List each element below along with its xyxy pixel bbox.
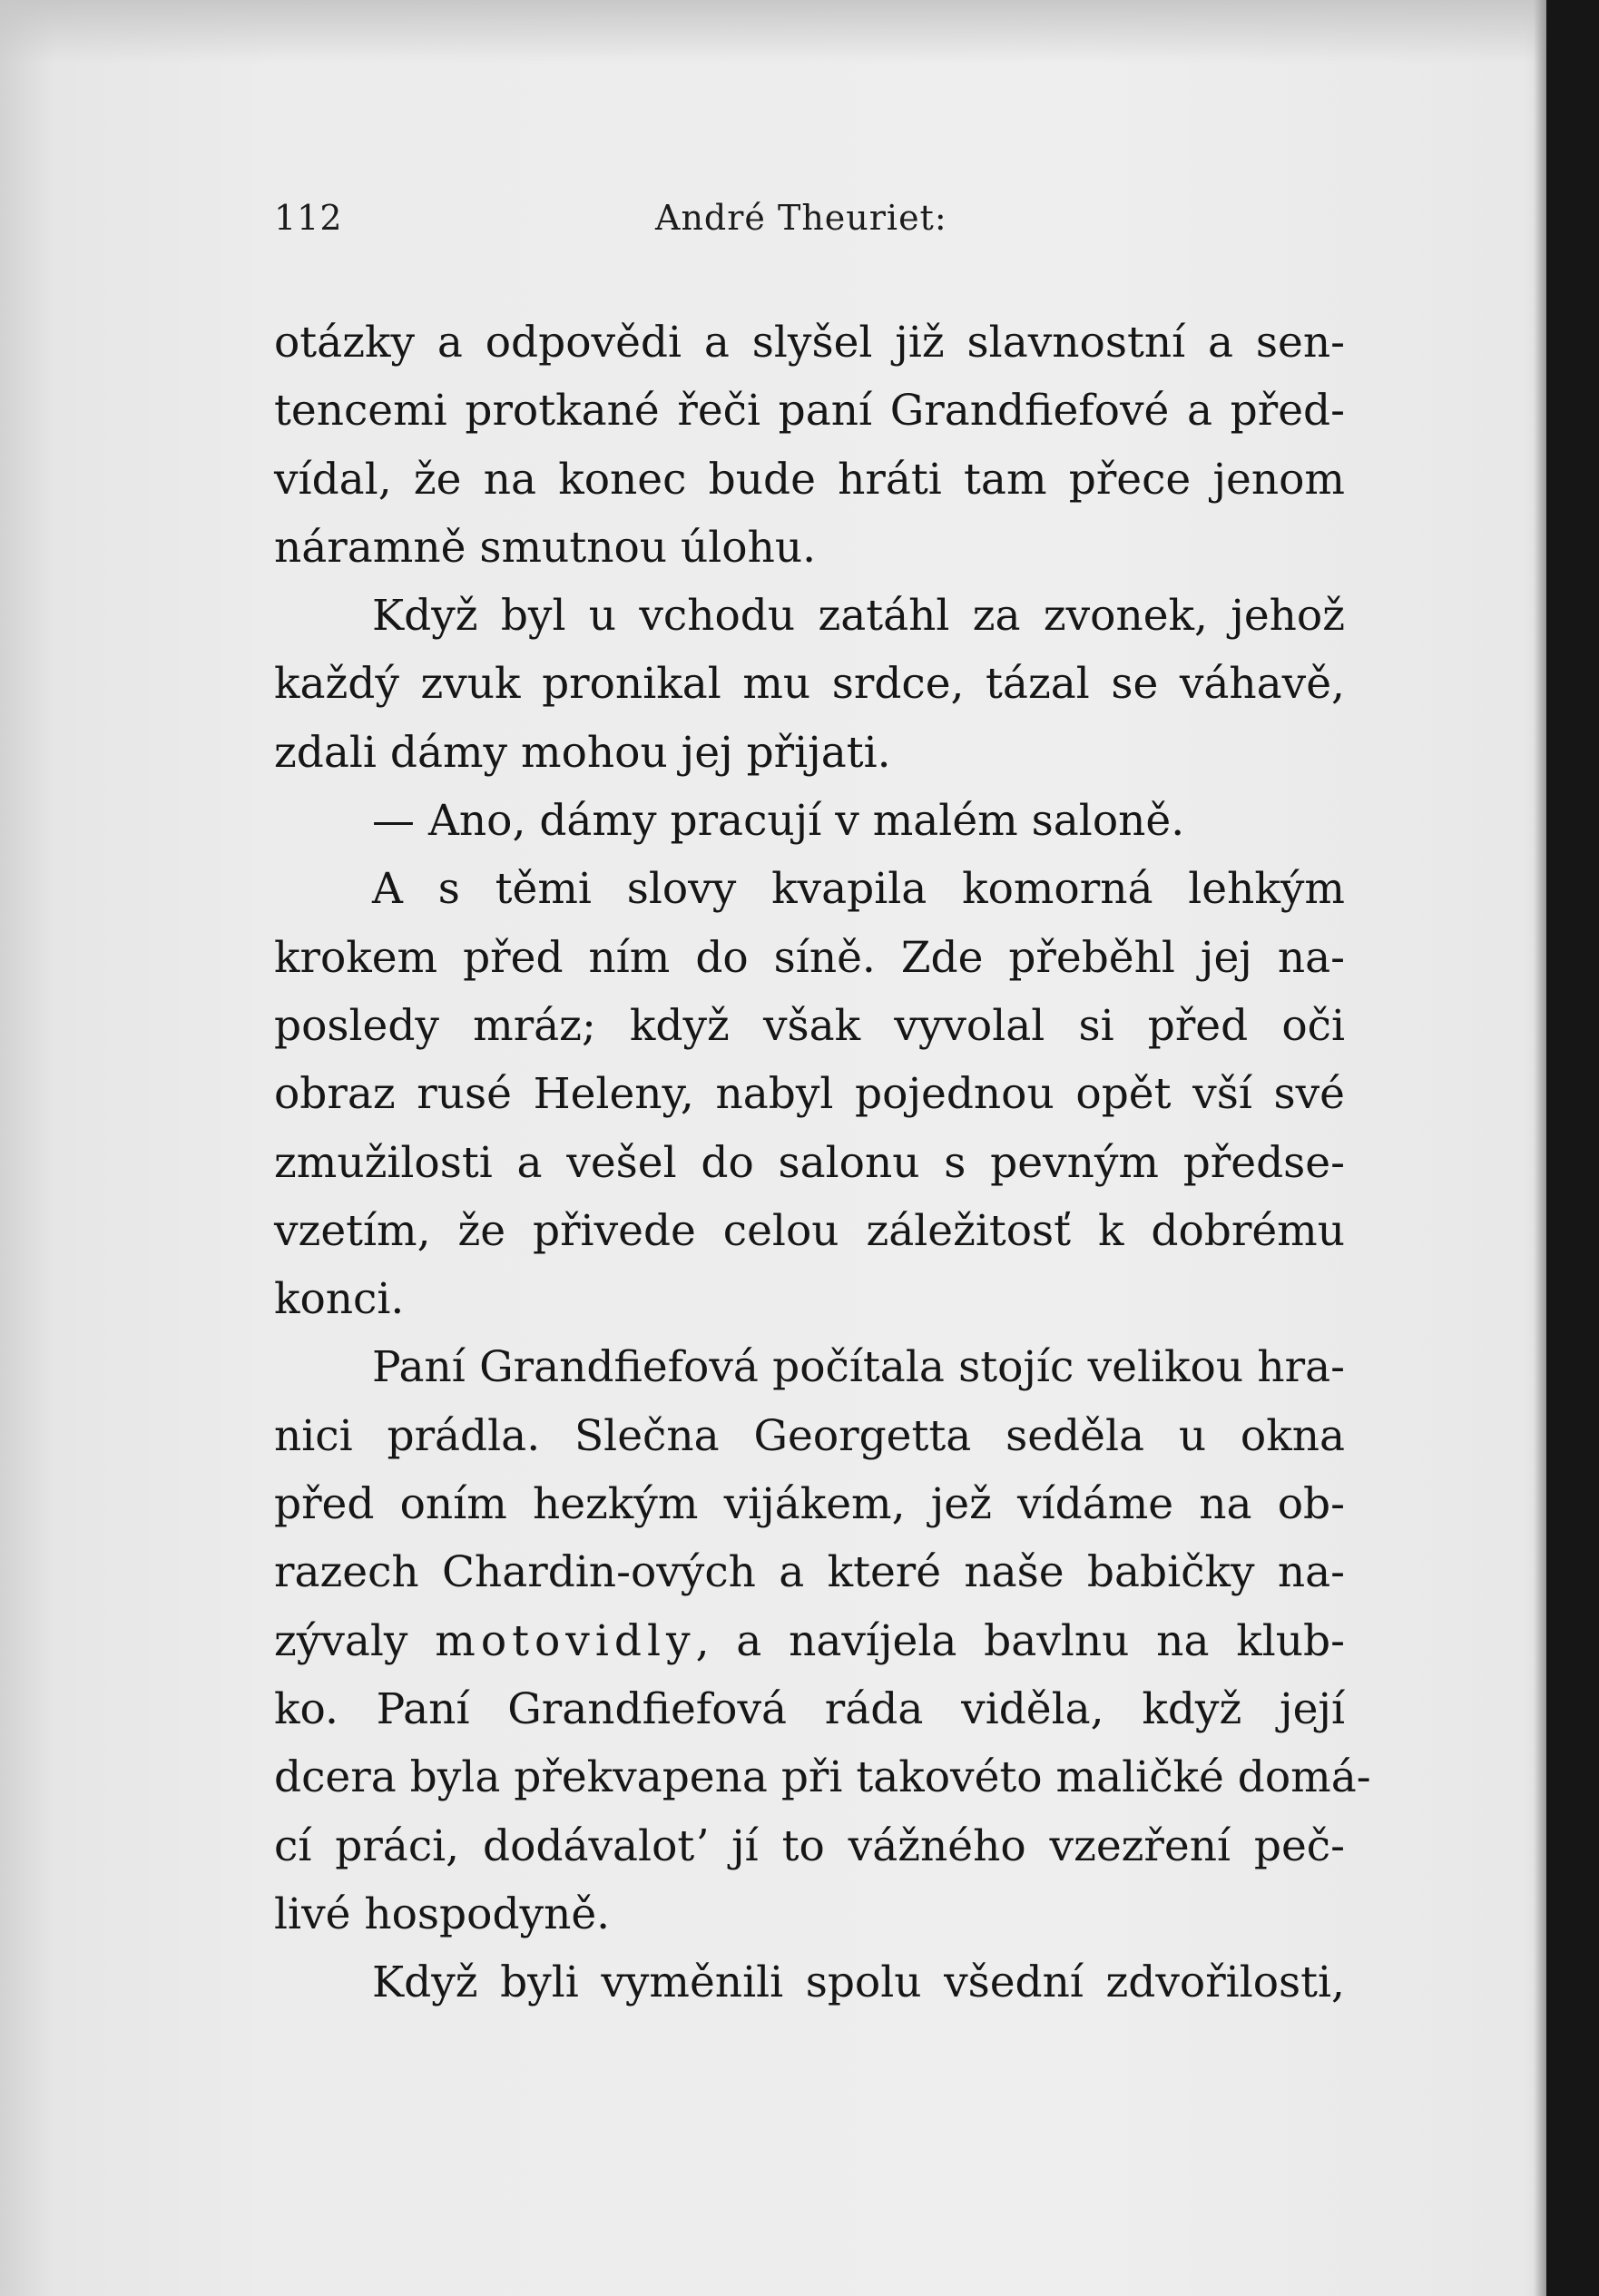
page-header	[274, 198, 1345, 252]
paragraph-start-line: Paní Grandfiefová počítala stojíc velikou hra-	[372, 1342, 1345, 1393]
text-fragment: zývaly	[274, 1615, 436, 1666]
text-line: každý zvuk pronikal mu srdce, tázal se váhavě,	[274, 659, 1345, 710]
text-line: vídal, že na konec bude hráti tam přece jenom	[274, 454, 1345, 505]
text-line: livé hospodyně.	[274, 1889, 611, 1939]
text-fragment: , a navíjela bavlnu na klub-	[695, 1615, 1345, 1666]
text-line: konci.	[274, 1274, 405, 1325]
page-right-shadow	[1534, 0, 1546, 2296]
text-line: před oním hezkým vijákem, jež vídáme na ob-	[274, 1479, 1345, 1530]
dialogue-line: — Ano, dámy pracují v malém saloně.	[372, 796, 1185, 847]
emphasized-word: motovidly	[435, 1615, 696, 1666]
text-line: náramně smutnou úlohu.	[274, 522, 817, 573]
text-line: zmužilosti a vešel do salonu s pevným předse-	[274, 1137, 1345, 1188]
page-number: 112	[274, 198, 343, 238]
scan-dark-border	[1546, 0, 1599, 2296]
text-line: otázky a odpovědi a slyšel již slavnostní a sen-	[274, 318, 1345, 368]
text-line: nici prádla. Slečna Georgetta seděla u okna	[274, 1410, 1345, 1461]
text-line: posledy mráz; když však vyvolal si před oči	[274, 1000, 1345, 1051]
text-line: obraz rusé Heleny, nabyl pojednou opět vší své	[274, 1069, 1345, 1120]
body-text	[274, 309, 1371, 2016]
paragraph-start-line: A s těmi slovy kvapila komorná lehkým	[372, 864, 1345, 915]
text-line-spaced-word	[274, 1607, 1345, 1675]
text-line: zdali dámy mohou jej přijati.	[274, 727, 891, 778]
text-line: krokem před ním do síně. Zde přeběhl jej na-	[274, 932, 1345, 983]
text-line: ko. Paní Grandfiefová ráda viděla, když její	[274, 1683, 1345, 1734]
text-line: razech Chardin-ových a které naše babičky na-	[274, 1547, 1345, 1598]
paragraph-start-line: Když byl u vchodu zatáhl za zvonek, jehož	[372, 591, 1345, 642]
text-line: cí práci, dodávalotʼ jí to vážného vzezření peč-	[274, 1820, 1345, 1871]
page-top-shadow	[0, 0, 1599, 64]
text-line: dcera byla překvapena při takovéto maličké domá-	[274, 1752, 1371, 1803]
paragraph-start-line: Když byli vyměnili spolu všední zdvořilosti,	[372, 1957, 1345, 2008]
text-line: tencemi protkané řeči paní Grandfiefové a před-	[274, 386, 1345, 437]
text-line: vzetím, že přivede celou záležitosť k dobrému	[274, 1205, 1345, 1256]
running-head: André Theuriet:	[655, 198, 947, 238]
